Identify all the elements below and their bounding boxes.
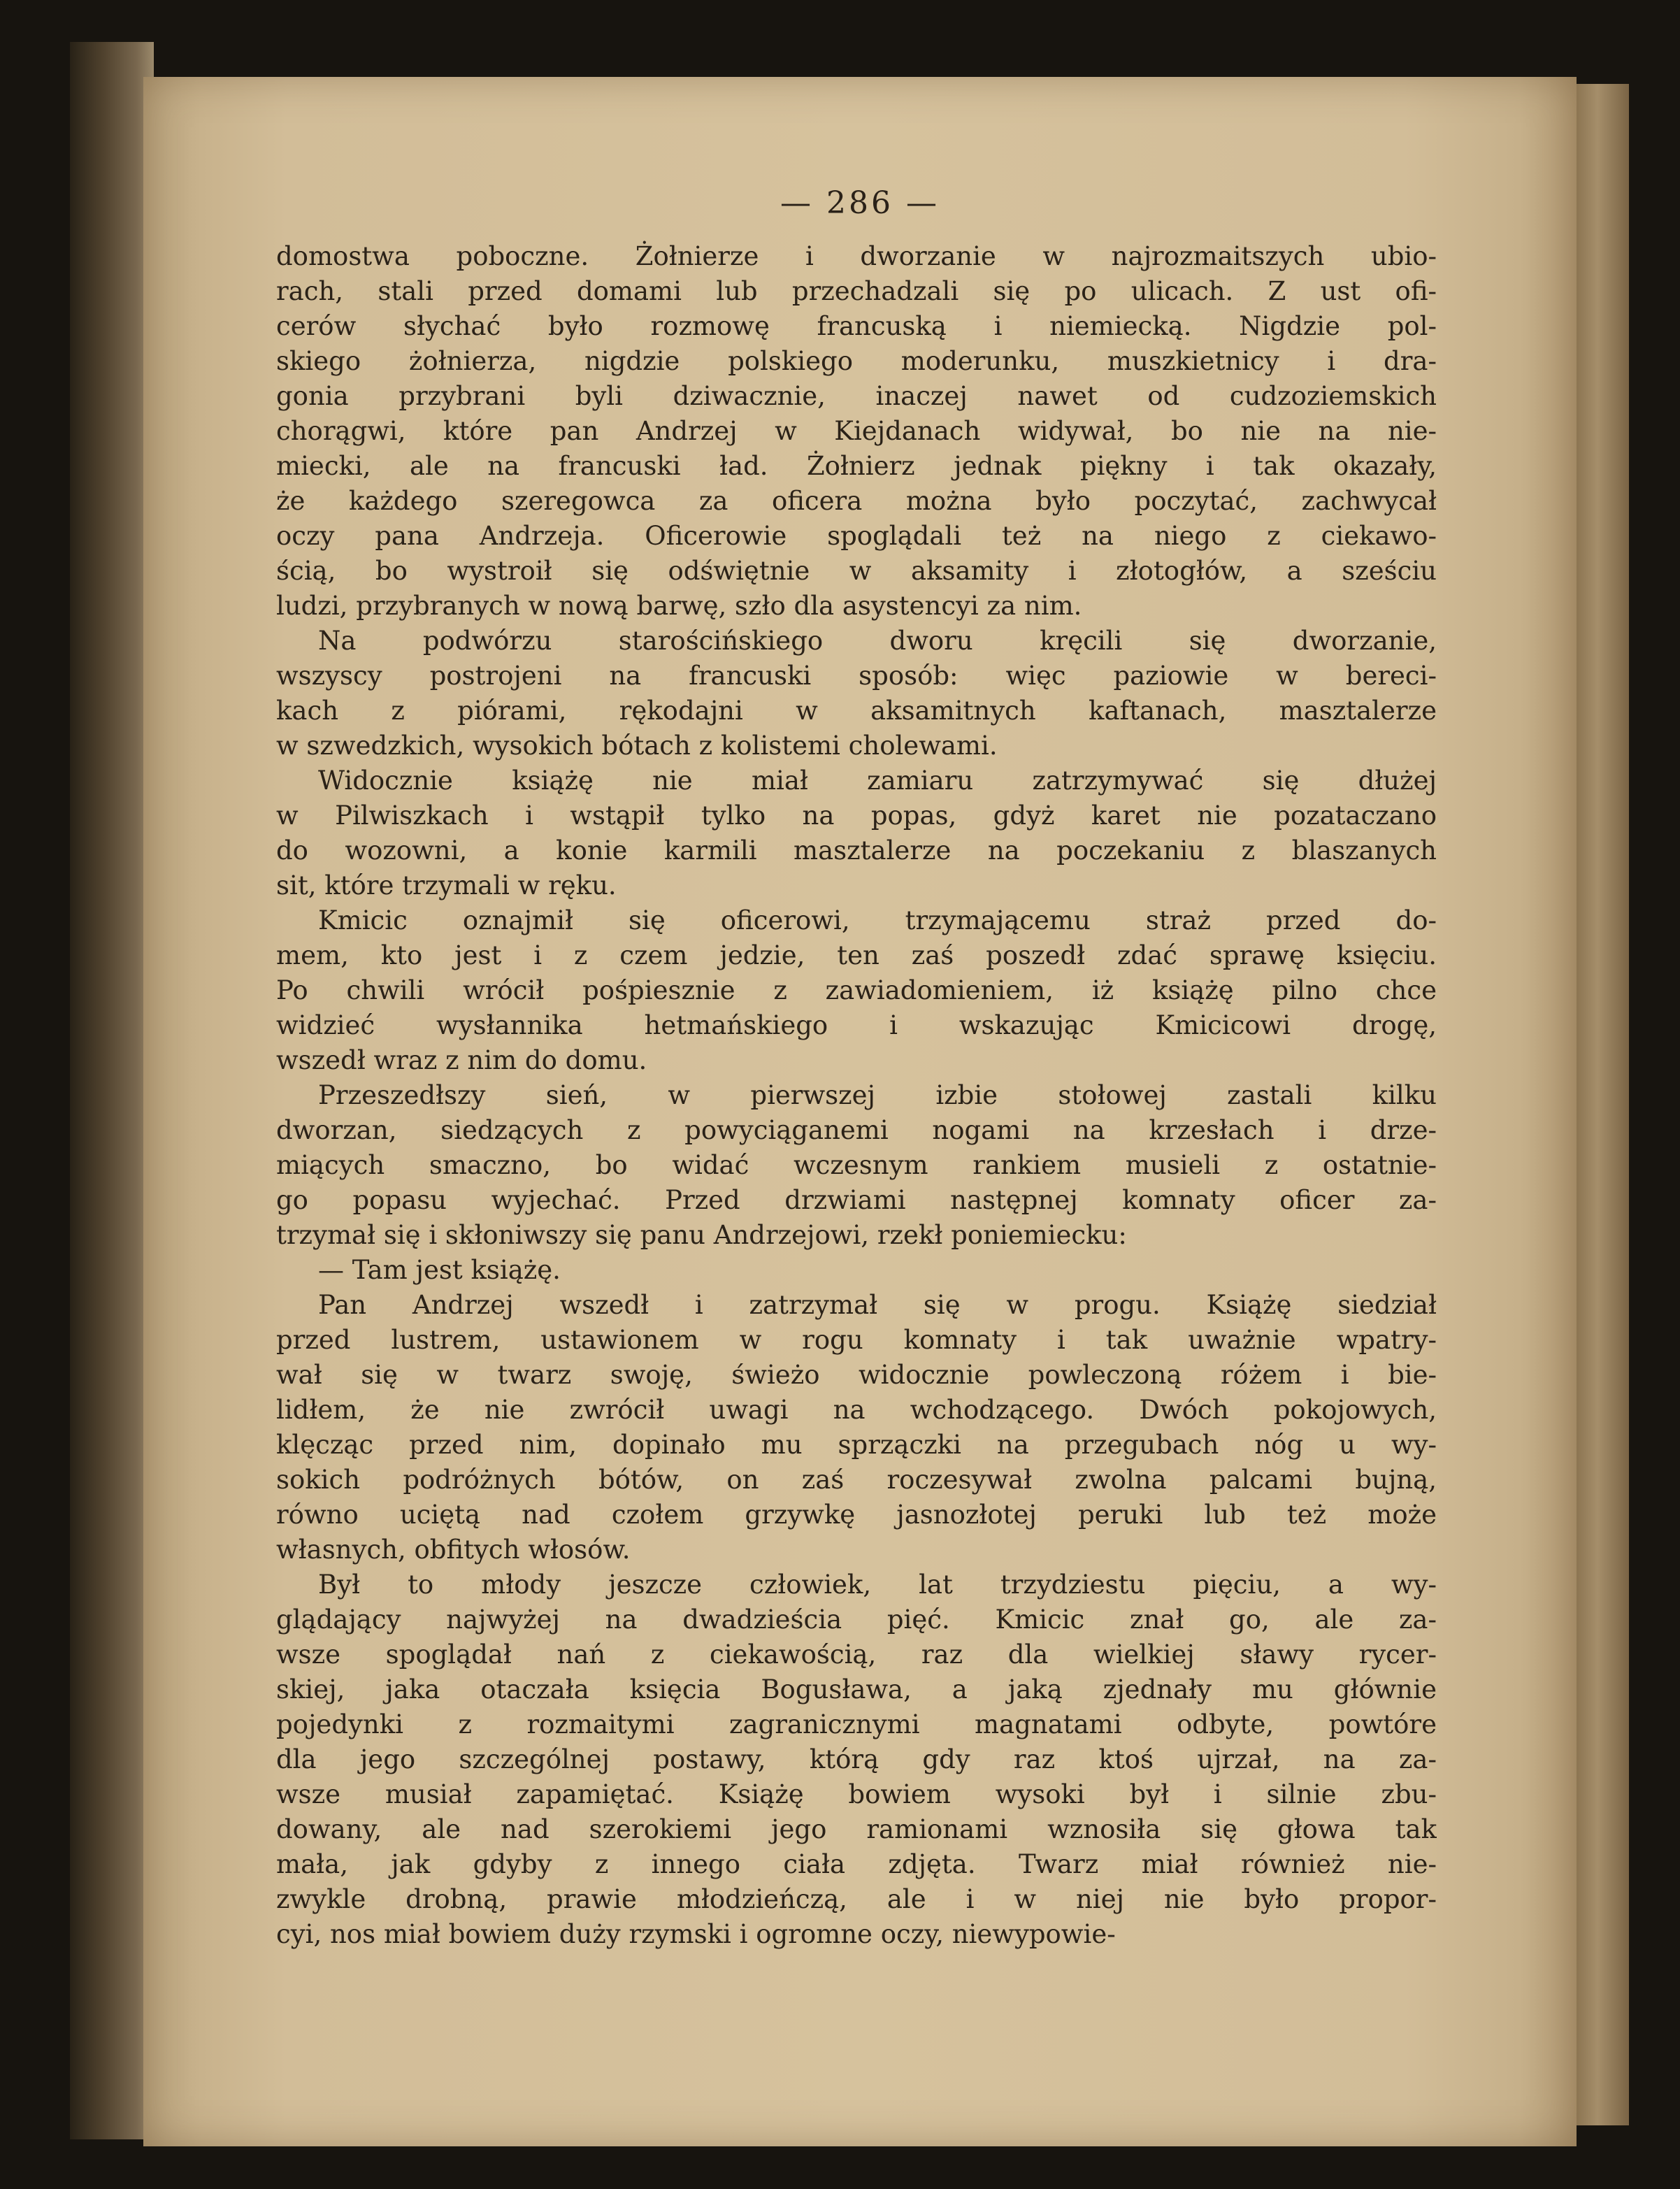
text-line: mała, jak gdyby z innego ciała zdjęta. Twarz miał również nie-: [276, 1849, 1437, 1879]
text-line: chorągwi, które pan Andrzej w Kiejdanach widywał, bo nie na nie-: [276, 416, 1437, 446]
text-line: domostwa poboczne. Żołnierze i dworzanie w najrozmaitszych ubio-: [276, 241, 1437, 271]
text-line: — Tam jest książę.: [318, 1255, 561, 1285]
text-line: do wozowni, a konie karmili masztalerze na poczekaniu z blaszanych: [276, 835, 1437, 866]
text-line: go popasu wyjechać. Przed drzwiami następnej komnaty oficer za-: [276, 1185, 1437, 1215]
text-line: dla jego szczególnej postawy, którą gdy raz ktoś ujrzał, na za-: [276, 1744, 1437, 1774]
text-line: Pan Andrzej wszedł i zatrzymał się w progu. Książę siedział: [318, 1290, 1437, 1320]
text-line: oczy pana Andrzeja. Oficerowie spoglądali też na niego z ciekawo-: [276, 521, 1437, 551]
text-line: cyi, nos miał bowiem duży rzymski i ogromne oczy, niewypowie-: [276, 1919, 1116, 1949]
text-line: wszedł wraz z nim do domu.: [276, 1045, 647, 1075]
next-page-edge: [1577, 84, 1629, 2125]
text-line: że każdego szeregowca za oficera można było poczytać, zachwycał: [276, 486, 1437, 516]
text-line: ludzi, przybranych w nową barwę, szło dla asystencyi za nim.: [276, 591, 1082, 621]
text-line: klęcząc przed nim, dopinało mu sprzączki na przegubach nóg u wy-: [276, 1430, 1437, 1460]
text-line: miących smaczno, bo widać wczesnym rankiem musieli z ostatnie-: [276, 1150, 1437, 1180]
text-line: Kmicic oznajmił się oficerowi, trzymającemu straż przed do-: [318, 905, 1437, 935]
text-line: cerów słychać było rozmowę francuską i niemiecką. Nigdzie pol-: [276, 311, 1437, 341]
text-line: gonia przybrani byli dziwacznie, inaczej nawet od cudzoziemskich: [276, 381, 1437, 411]
text-line: równo uciętą nad czołem grzywkę jasnozłotej peruki lub też może: [276, 1500, 1437, 1530]
text-line: w Pilwiszkach i wstąpił tylko na popas, gdyż karet nie pozataczano: [276, 801, 1437, 831]
text-line: mem, kto jest i z czem jedzie, ten zaś poszedł zdać sprawę księciu.: [276, 940, 1437, 970]
text-line: Widocznie książę nie miał zamiaru zatrzymywać się dłużej: [318, 766, 1437, 796]
text-line: wszyscy postrojeni na francuski sposób: więc paziowie w bereci-: [276, 661, 1437, 691]
text-line: ścią, bo wystroił się odświętnie w aksamity i złotogłów, a sześciu: [276, 556, 1437, 586]
text-line: skiej, jaka otaczała księcia Bogusława, a jaką zjednały mu głównie: [276, 1674, 1437, 1704]
text-line: trzymał się i skłoniwszy się panu Andrzejowi, rzekł poniemiecku:: [276, 1220, 1127, 1250]
text-line: Był to młody jeszcze człowiek, lat trzydziestu pięciu, a wy-: [318, 1570, 1437, 1600]
text-line: Na podwórzu starościńskiego dworu kręcili się dworzanie,: [318, 626, 1437, 656]
text-line: wsze spoglądał nań z ciekawością, raz dla wielkiej sławy rycer-: [276, 1639, 1437, 1670]
text-line: kach z piórami, rękodajni w aksamitnych kaftanach, masztalerze: [276, 696, 1437, 726]
text-line: miecki, ale na francuski ład. Żołnierz jednak piękny i tak okazały,: [276, 451, 1437, 481]
text-line: zwykle drobną, prawie młodzieńczą, ale i w niej nie było propor-: [276, 1884, 1437, 1914]
text-line: Po chwili wrócił pośpiesznie z zawiadomieniem, iż książę pilno chce: [276, 975, 1437, 1005]
text-line: wsze musiał zapamiętać. Książę bowiem wysoki był i silnie zbu-: [276, 1779, 1437, 1809]
text-line: skiego żołnierza, nigdzie polskiego moderunku, muszkietnicy i dra-: [276, 346, 1437, 376]
text-line: sokich podróżnych bótów, on zaś roczesywał zwolna palcami bujną,: [276, 1465, 1437, 1495]
book-spine: [70, 42, 154, 2139]
text-line: własnych, obfitych włosów.: [276, 1535, 631, 1565]
text-line: lidłem, że nie zwrócił uwagi na wchodzącego. Dwóch pokojowych,: [276, 1395, 1437, 1425]
book-page: [143, 77, 1577, 2146]
text-line: dworzan, siedzących z powyciąganemi nogami na krzesłach i drze-: [276, 1115, 1437, 1145]
text-line: dowany, ale nad szerokiemi jego ramionami wznosiła się głowa tak: [276, 1814, 1437, 1844]
text-line: widzieć wysłannika hetmańskiego i wskazując Kmicicowi drogę,: [276, 1010, 1437, 1040]
text-line: glądający najwyżej na dwadzieścia pięć. Kmicic znał go, ale za-: [276, 1605, 1437, 1635]
text-line: rach, stali przed domami lub przechadzali się po ulicach. Z ust ofi-: [276, 276, 1437, 306]
text-line: Przeszedłszy sień, w pierwszej izbie stołowej zastali kilku: [318, 1080, 1437, 1110]
text-line: sit, które trzymali w ręku.: [276, 870, 617, 900]
text-line: przed lustrem, ustawionem w rogu komnaty i tak uważnie wpatry-: [276, 1325, 1437, 1355]
text-line: w szwedzkich, wysokich bótach z kolistemi cholewami.: [276, 731, 998, 761]
text-line: wał się w twarz swoję, świeżo widocznie powleczoną różem i bie-: [276, 1360, 1437, 1390]
body-text: [276, 239, 1437, 1952]
text-line: pojedynki z rozmaitymi zagranicznymi magnatami odbyte, powtóre: [276, 1709, 1437, 1739]
page-number: — 286 —: [780, 185, 940, 221]
